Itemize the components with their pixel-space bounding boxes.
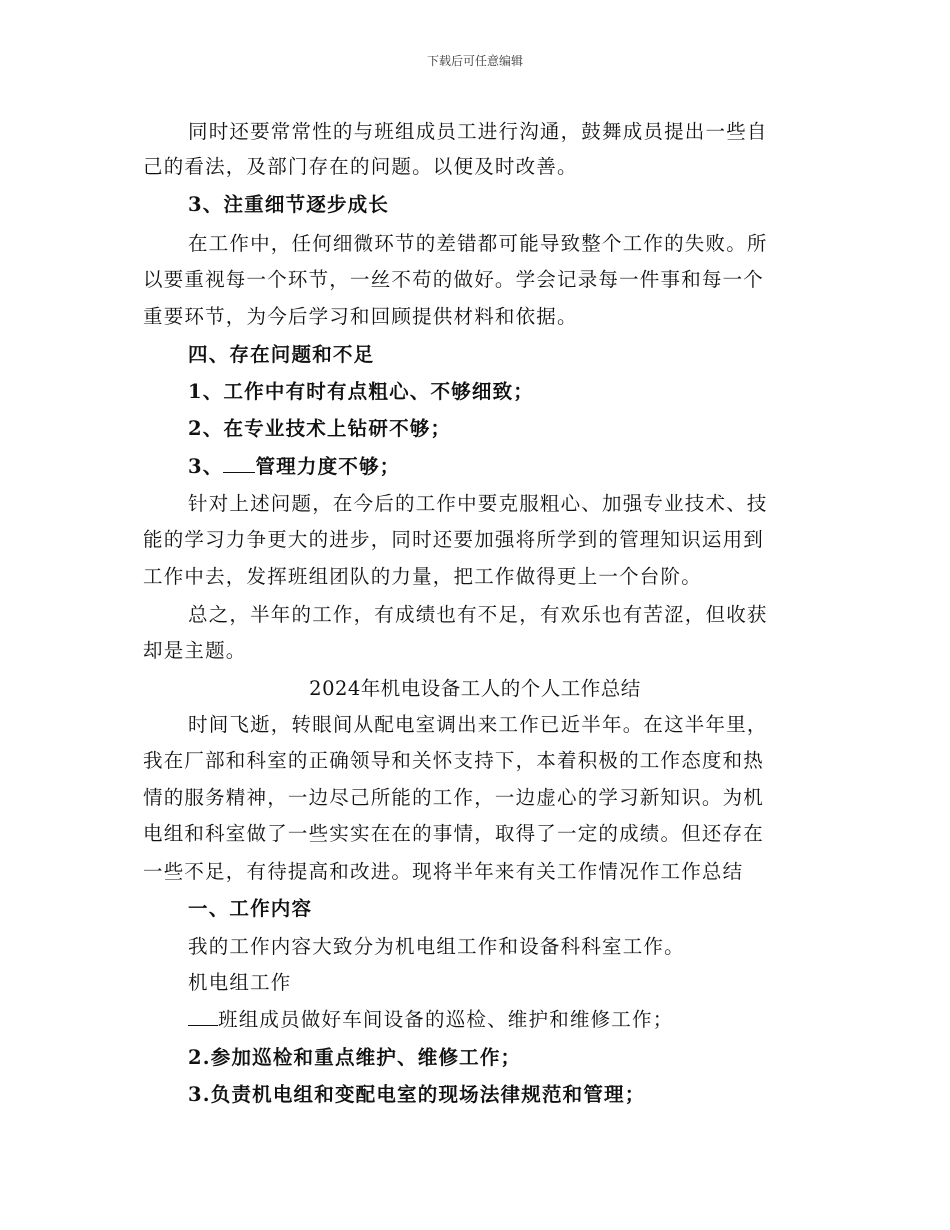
list-item-number: 3、 [188, 455, 224, 478]
section-heading: 3、注重细节逐步成长 [188, 193, 390, 216]
paragraph-line: 我的工作内容大致分为机电组工作和设备科科室工作。 [188, 935, 685, 958]
fill-blank [188, 1007, 218, 1026]
paragraph-line: 我在厂部和科室的正确领导和关怀支持下，本着积极的工作态度和热 [143, 749, 765, 772]
paragraph-line: 时间飞逝，转眼间从配电室调出来工作已近半年。在这半年里， [188, 713, 768, 736]
paragraph-line: 总之，半年的工作，有成绩也有不足，有欢乐也有苦涩，但收获 [188, 603, 768, 626]
list-item-text: 管理力度不够； [255, 455, 401, 478]
paragraph-line: 以要重视每一个环节，一丝不苟的做好。学会记录每一件事和每一个 [143, 268, 765, 291]
paragraph-line: 针对上述问题，在今后的工作中要克服粗心、加强专业技术、技 [188, 492, 768, 515]
list-item [188, 451, 400, 479]
list-item: 2.参加巡检和重点维护、维修工作； [188, 1046, 522, 1069]
paragraph-line: 同时还要常常性的与班组成员工进行沟通，鼓舞成员提出一些自 [188, 120, 768, 143]
paragraph-line: 在工作中，任何细微环节的差错都可能导致整个工作的失败。所 [188, 232, 768, 255]
section-heading: 一、工作内容 [188, 897, 313, 920]
list-item: 2、在专业技术上钻研不够； [188, 417, 452, 440]
list-item: 3.负责机电组和变配电室的现场法律规范和管理； [188, 1083, 646, 1106]
list-item [188, 1004, 673, 1032]
paragraph-line: 己的看法，及部门存在的问题。以便及时改善。 [143, 155, 578, 178]
paragraph-line: 重要环节，为今后学习和回顾提供材料和依据。 [143, 305, 578, 328]
section-heading: 四、存在问题和不足 [188, 343, 375, 366]
page-header: 下载后可任意编辑 [426, 54, 523, 68]
paragraph-line: 情的服务精神，一边尽己所能的工作，一边虚心的学习新知识。为机 [143, 786, 765, 809]
paragraph-line: 能的学习力争更大的进步，同时还要加强将所学到的管理知识运用到 [143, 528, 765, 551]
paragraph-line: 电组和科室做了一些实实在在的事情，取得了一定的成绩。但还存在 [143, 822, 765, 845]
list-item-text: 班组成员做好车间设备的巡检、维护和维修工作； [218, 1008, 674, 1031]
paragraph-line: 机电组工作 [188, 971, 292, 994]
paragraph-line: 一些不足，有待提高和改进。现将半年来有关工作情况作工作总结 [143, 860, 744, 883]
document-title: 2024年机电设备工人的个人工作总结 [309, 677, 641, 700]
fill-blank [223, 454, 255, 473]
paragraph-line: 却是主题。 [143, 639, 247, 662]
paragraph-line: 工作中去，发挥班组团队的力量，把工作做得更上一个台阶。 [143, 565, 702, 588]
list-item: 1、工作中有时有点粗心、不够细致； [188, 380, 534, 403]
